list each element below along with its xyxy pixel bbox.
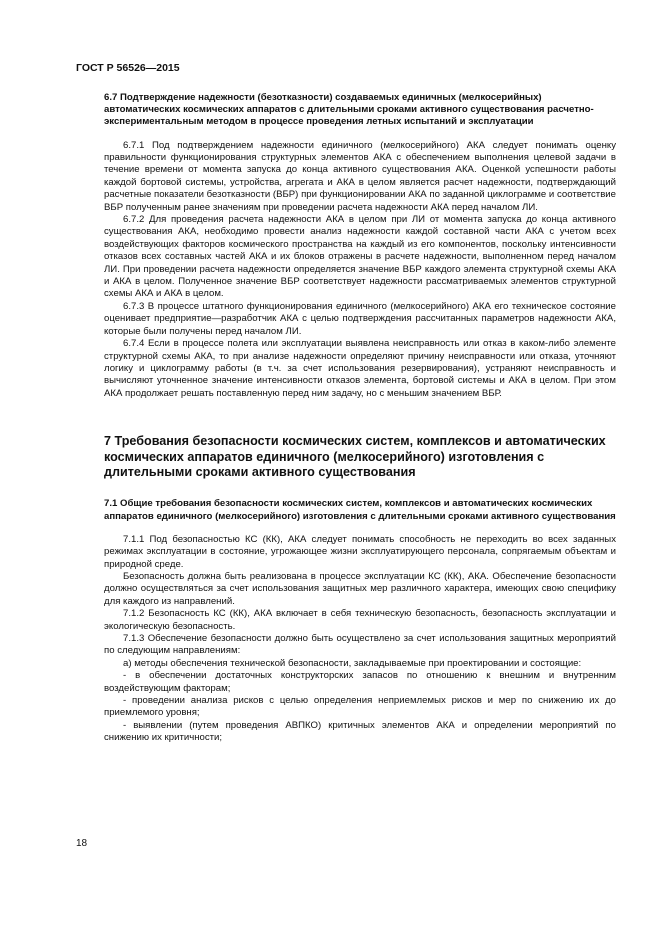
paragraph-7-1-1-continued: Безопасность должна быть реализована в процессе эксплуатации КС (КК), АКА. Обеспечение безопасности должно осуществляться за счет использования защитных мер различного характера, имеющих свою специфику для каждого из направлений. bbox=[104, 570, 616, 607]
section-7-heading: 7 Требования безопасности космических систем, комплексов и автоматических космических аппаратов единичного (мелкосерийного) изготовления с длительными сроками активного существования bbox=[104, 434, 606, 479]
section-6-7-heading: 6.7 Подтверждение надежности (безотказности) создаваемых единичных (мелкосерийных) автоматических космических аппаратов с длительными сроками активного существования расчетно-экспериментальным методом в процессе проведения летных испытаний и эксплуатации bbox=[104, 92, 594, 128]
paragraph-7-1-1: 7.1.1 Под безопасностью КС (КК), АКА следует понимать способность не переходить во всех заданных режимах эксплуатации в состояние, угрожающее жизни эксплуатирующего персонала, сопрягаемым объектам и природной среде. bbox=[104, 533, 616, 570]
paragraph-6-7-4: 6.7.4 Если в процессе полета или эксплуатации выявлена неисправность или отказ в каком-либо элементе структурной схемы АКА, то при анализе надежности определяют причину неисправности или отказа, уточняют логику и циклограмму работы (в т.ч. за счет использования резервирования), устраняют неисправность и вычисляют уточненное значение интенсивности отказов элемента, бортовой системы и АКА в целом. При этом АКА продолжает решать поставленную перед ним задачу, но с меньшим значением ВБР. bbox=[104, 338, 616, 399]
list-item-dash-3: - выявлении (путем проведения АВПКО) критичных элементов АКА и определении мероприятий по снижению их критичности; bbox=[104, 719, 616, 744]
document-header: ГОСТ Р 56526—2015 bbox=[76, 62, 180, 74]
paragraph-6-7-1: 6.7.1 Под подтверждением надежности единичного (мелкосерийного) АКА следует понимать оценку правильности функционирования структурных элементов АКА с обеспечением выполнения целевой задачи в течение времени от момента запуска до конца активного существования АКА. Оценкой успешности работы каждой бортовой системы, устройства, агрегата и АКА в целом является расчет надежности, подтверждающий расчетные показатели безотказности (ВБР) при функционировании АКА по заданной циклограмме и соответствие ВБР полученным ранее значениям при проведении расчета надежности АКА перед началом ЛИ. bbox=[104, 139, 616, 213]
section-7-1-heading: 7.1 Общие требования безопасности космических систем, комплексов и автоматических космических аппаратов единичного (мелкосерийного) изготовления с длительными сроками активного существования bbox=[104, 498, 616, 522]
document-body bbox=[104, 92, 616, 745]
paragraph-7-1-2: 7.1.2 Безопасность КС (КК), АКА включает в себя техническую безопасность, безопасность эксплуатации и экологическую безопасность. bbox=[104, 608, 616, 632]
paragraph-6-7-2: 6.7.2 Для проведения расчета надежности АКА в целом при ЛИ от момента запуска до конца активного существования АКА, необходимо провести анализ надежности каждой составной части АКА с учетом всех воздействующих факторов космического пространства на каждый из его компонентов, поскольку интенсивности отказов всех составных частей АКА и их блоков отражены в расчете надежности, выполненном перед началом ЛИ. При проведении расчета надежности определяется значение ВБР каждого элемента структурной схемы АКА и АКА в целом. Полученное значение ВБР соответствует надежности рассматриваемых элементов структурной схемы АКА и АКА в целом. bbox=[104, 214, 616, 300]
list-item-dash-2: - проведении анализа рисков с целью определения неприемлемых рисков и мер по снижению их до приемлемого уровня; bbox=[104, 695, 616, 719]
paragraph-7-1-3: 7.1.3 Обеспечение безопасности должно быть осуществлено за счет использования защитных мероприятий по следующим направлениям: bbox=[104, 633, 616, 657]
list-item-dash-1: - в обеспечении достаточных конструкторских запасов по отношению к внешним и внутренним воздействующим факторам; bbox=[104, 670, 616, 694]
paragraph-6-7-3: 6.7.3 В процессе штатного функционирования единичного (мелкосерийного) АКА его техническое состояние оценивает предприятие—разработчик АКА с целью подтверждения рассчитанных параметров надежности АКА, которые были получены перед началом ЛИ. bbox=[104, 300, 616, 337]
list-item-a: а) методы обеспечения технической безопасности, закладываемые при проектировании и состоящие: bbox=[123, 657, 582, 669]
page-number: 18 bbox=[76, 838, 88, 849]
